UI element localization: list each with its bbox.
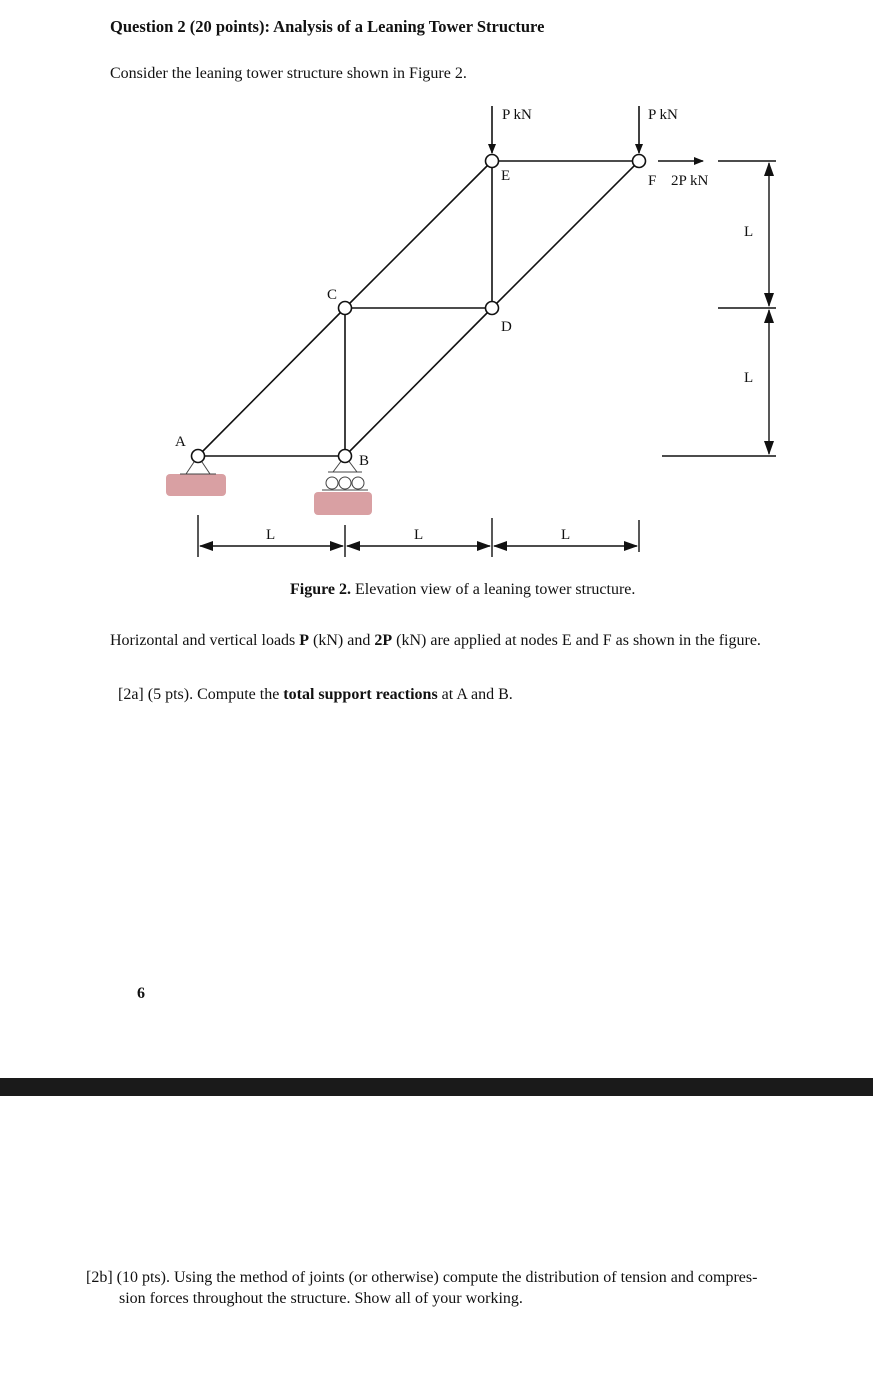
dim-label-h2: L [414,527,424,543]
part-b-line1: [2b] (10 pts). Using the method of joints (or otherwise) compute the distribution of tension and compres- [86,1269,758,1286]
dim-label-h1: L [266,527,276,543]
page-number: 6 [137,985,145,1002]
support-b-block [314,492,372,515]
intro-text: Consider the leaning tower structure shown in Figure 2. [110,65,467,82]
joint-d [486,302,499,315]
part-a-question [118,686,513,704]
tower-figure [0,0,873,620]
part-a-bold: total support reactions [283,686,438,703]
member-bd [345,308,492,456]
loads-description [110,632,761,650]
load-label-f: P kN [648,107,678,123]
load-label-horizontal-f: 2P kN [671,173,709,189]
vertical-dimensions [662,161,776,456]
member-ce [345,161,492,308]
caption-text: Elevation view of a leaning tower structure. [351,581,636,598]
loads-p: P [299,632,310,649]
truss-members [198,161,639,456]
loads-pre: Horizontal and vertical loads [110,632,300,649]
caption-label: Figure 2. [290,581,352,598]
loads-2p: 2P [374,632,393,649]
joint-c [339,302,352,315]
dim-label-v2: L [744,370,754,386]
joint-a [192,450,205,463]
joint-e [486,155,499,168]
loads-post: (kN) are applied at nodes E and F as shown in the figure. [392,632,761,649]
support-a-block [166,474,226,496]
member-ac [198,308,345,456]
part-b-line2: sion forces throughout the structure. Show all of your working. [119,1290,523,1307]
node-label-a: A [175,434,186,450]
dim-label-v1: L [744,224,754,240]
part-b-question [86,1267,806,1309]
member-df [492,161,639,308]
joint-f [633,155,646,168]
load-label-e: P kN [502,107,532,123]
node-label-f: F [648,173,657,189]
page-divider [0,1078,873,1096]
node-label-c: C [327,287,338,303]
figure-caption [290,581,635,599]
part-a-post: at A and B. [437,686,513,703]
node-label-b: B [359,453,370,469]
loads-mid: (kN) and [309,632,375,649]
node-label-e: E [501,168,511,184]
question-title: Question 2 (20 points): Analysis of a Leaning Tower Structure [110,17,545,36]
part-a-pre: [2a] (5 pts). Compute the [118,686,284,703]
dim-label-h3: L [561,527,571,543]
joint-b [339,450,352,463]
node-label-d: D [501,319,512,335]
